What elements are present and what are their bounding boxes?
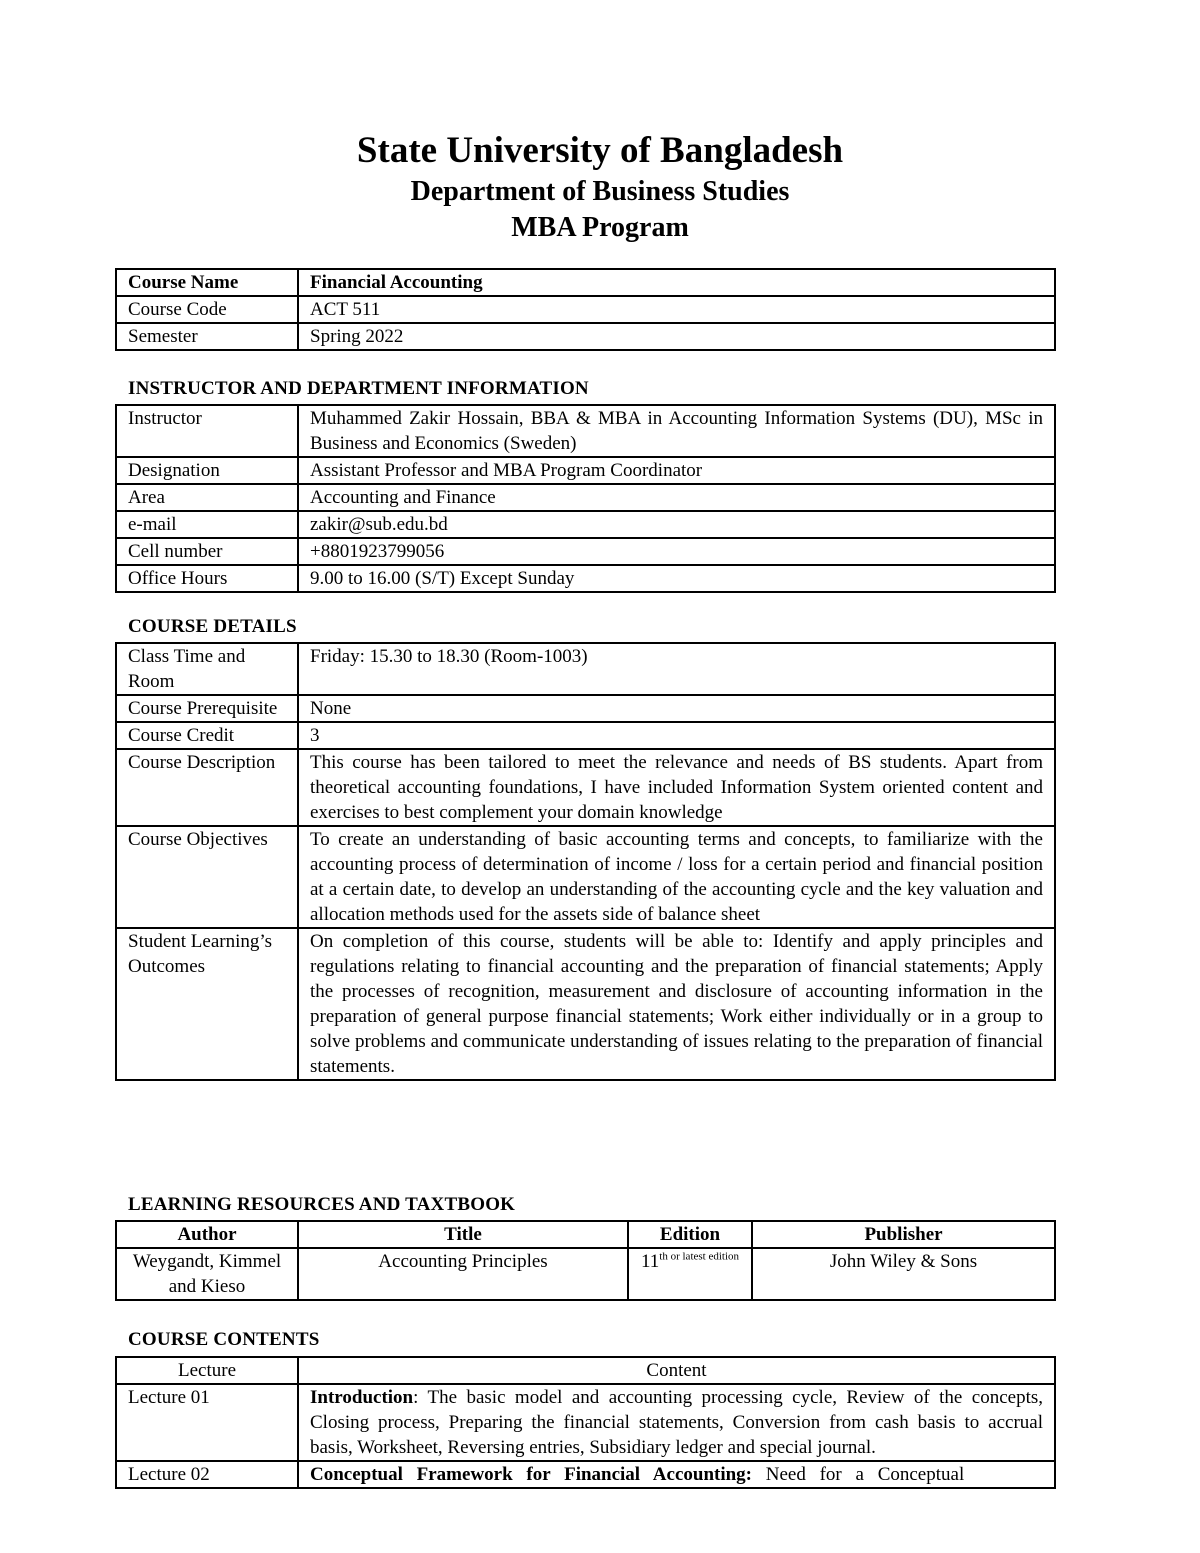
resources-table: [115, 1220, 1056, 1301]
edition-superscript: th or latest edition: [659, 1250, 740, 1263]
email-label: e-mail: [116, 511, 298, 538]
table-row: [116, 457, 1055, 484]
column-header-lecture: Lecture: [116, 1357, 298, 1384]
semester-label: Semester: [116, 323, 298, 350]
description-label: Course Description: [116, 749, 298, 826]
content-detail: The basic model and accounting processing cycle, Review of the concepts, Closing process, Preparing the financial statements, Conversion from cash basis to accrual basis, Worksheet, Reversing entries, Subsidiary ledger and special journal.: [310, 1387, 1044, 1458]
objectives-label: Course Objectives: [116, 826, 298, 928]
prerequisite-label: Course Prerequisite: [116, 695, 298, 722]
table-row: [116, 405, 1055, 457]
lecture-cell: Lecture 01: [116, 1384, 298, 1461]
objectives-value: To create an understanding of basic accounting terms and concepts, to familiarize with the accounting process of determination of income / loss for a certain period and financial position at a certain date, to develop an understanding of the accounting cycle and the key valuation and allocation methods used for the assets side of balance sheet: [298, 826, 1055, 928]
publisher-cell: John Wiley & Sons: [752, 1248, 1055, 1300]
table-row: [116, 643, 1055, 695]
office-hours-label: Office Hours: [116, 565, 298, 592]
designation-value: Assistant Professor and MBA Program Coordinator: [298, 457, 1055, 484]
table-row: [116, 323, 1055, 350]
lecture-cell: Lecture 02: [116, 1461, 298, 1488]
description-value: This course has been tailored to meet the relevance and needs of BS students. Apart from theoretical accounting foundations, I have included Information System oriented content and exercises to best complement your domain knowledge: [298, 749, 1055, 826]
table-row: [116, 1248, 1055, 1300]
resources-heading: LEARNING RESOURCES AND TAXTBOOK: [128, 1194, 516, 1215]
instructor-table: [115, 404, 1056, 593]
title-cell: Accounting Principles: [298, 1248, 628, 1300]
edition-number: 11: [640, 1251, 660, 1272]
table-row: [116, 511, 1055, 538]
course-code-label: Course Code: [116, 296, 298, 323]
content-topic: Introduction: [310, 1387, 414, 1408]
cell-number-label: Cell number: [116, 538, 298, 565]
table-header-row: [116, 1357, 1055, 1384]
table-row: [116, 484, 1055, 511]
table-row: [116, 928, 1055, 1080]
table-row: [116, 1384, 1055, 1461]
course-details-table: [115, 642, 1056, 1081]
designation-label: Designation: [116, 457, 298, 484]
table-row: [116, 269, 1055, 296]
area-value: Accounting and Finance: [298, 484, 1055, 511]
table-row: [116, 538, 1055, 565]
table-row: [116, 749, 1055, 826]
email-value: zakir@sub.edu.bd: [298, 511, 1055, 538]
course-details-heading: COURSE DETAILS: [128, 616, 297, 637]
contents-table: [115, 1356, 1056, 1489]
column-header-title: Title: [298, 1221, 628, 1248]
table-row: [116, 296, 1055, 323]
column-header-publisher: Publisher: [752, 1221, 1055, 1248]
university-title: State University of Bangladesh: [356, 130, 844, 171]
document-header: [0, 128, 1200, 246]
contents-heading: COURSE CONTENTS: [128, 1329, 320, 1350]
table-row: [116, 565, 1055, 592]
outcomes-value: On completion of this course, students will be able to: Identify and apply principles and regulations relating to financial accounting and the preparation of financial statements; Apply the processes of recognition, measurement and disclosure of accounting information in the preparation of general purpose financial statements; Work either individually or in a group to solve problems and communicate understanding of issues relating to the preparation of financial statements.: [298, 928, 1055, 1080]
content-cell: [298, 1384, 1055, 1461]
author-cell: Weygandt, Kimmel and Kieso: [116, 1248, 298, 1300]
content-separator: :: [413, 1387, 428, 1408]
cell-number-value: +8801923799056: [298, 538, 1055, 565]
course-name-label: Course Name: [116, 269, 298, 296]
table-row: [116, 1461, 1055, 1488]
table-row: [116, 826, 1055, 928]
credit-value: 3: [298, 722, 1055, 749]
table-row: [116, 695, 1055, 722]
course-name-value: Financial Accounting: [298, 269, 1055, 296]
office-hours-value: 9.00 to 16.00 (S/T) Except Sunday: [298, 565, 1055, 592]
content-separator: [752, 1464, 766, 1485]
content-topic: Conceptual Framework for Financial Accounting:: [310, 1464, 753, 1485]
course-info-table: [115, 268, 1056, 351]
class-time-value: Friday: 15.30 to 18.30 (Room-1003): [298, 643, 1055, 695]
department-title: Department of Business Studies: [410, 176, 790, 207]
semester-value: Spring 2022: [298, 323, 1055, 350]
instructor-value: Muhammed Zakir Hossain, BBA & MBA in Accounting Information Systems (DU), MSc in Business and Economics (Sweden): [298, 405, 1055, 457]
instructor-section-heading: INSTRUCTOR AND DEPARTMENT INFORMATION: [128, 378, 589, 399]
content-cell: [298, 1461, 1055, 1488]
edition-cell: [628, 1248, 752, 1300]
credit-label: Course Credit: [116, 722, 298, 749]
prerequisite-value: None: [298, 695, 1055, 722]
column-header-author: Author: [116, 1221, 298, 1248]
outcomes-label: Student Learning’s Outcomes: [116, 928, 298, 1080]
table-header-row: [116, 1221, 1055, 1248]
class-time-label: Class Time and Room: [116, 643, 298, 695]
column-header-content: Content: [298, 1357, 1055, 1384]
column-header-edition: Edition: [628, 1221, 752, 1248]
instructor-label: Instructor: [116, 405, 298, 457]
course-code-value: ACT 511: [298, 296, 1055, 323]
program-title: MBA Program: [511, 212, 689, 243]
content-detail: Need for a Conceptual: [765, 1464, 965, 1485]
table-row: [116, 722, 1055, 749]
area-label: Area: [116, 484, 298, 511]
